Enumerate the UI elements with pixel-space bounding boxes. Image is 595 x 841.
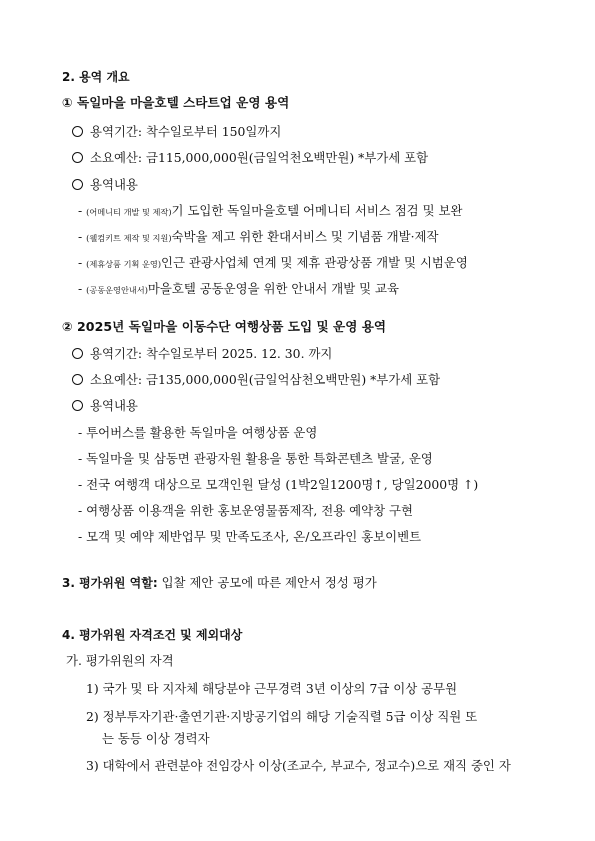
project-2-item: - 독일마을 및 삼동면 관광자원 활용을 통한 특화콘텐츠 발굴, 운영 — [78, 451, 433, 466]
section-4-heading: 4. 평가위원 자격조건 및 제외대상 — [62, 628, 243, 642]
project-1-period — [72, 124, 281, 140]
circle-bullet-icon — [72, 179, 83, 190]
section-2-heading: 2. 용역 개요 — [62, 70, 130, 84]
budget-text: 소요예산: 금135,000,000원(금일억삼천오백만원) *부가세 포함 — [90, 372, 441, 387]
period-text: 용역기간: 착수일로부터 150일까지 — [90, 124, 282, 139]
item-prefix: - — [78, 203, 87, 218]
circle-bullet-icon — [72, 374, 83, 385]
period-text: 용역기간: 착수일로부터 2025. 12. 30. 까지 — [90, 346, 333, 361]
project-2-budget — [72, 372, 440, 388]
qualification-item-continued: 는 동등 이상 경력자 — [102, 731, 210, 746]
item-prefix: - — [78, 281, 87, 296]
qualification-item: 2) 정부투자기관·출연기관·지방공기업의 해당 기술직렬 5급 이상 직원 또 — [86, 709, 478, 724]
project-1-budget — [72, 150, 428, 166]
item-text: 인근 관광사업체 연계 및 제휴 관광상품 개발 및 시범운영 — [161, 255, 468, 270]
qualification-item: 3) 대학에서 관련분야 전임강사 이상(조교수, 부교수, 정교수)으로 재직 중인 자 — [86, 758, 511, 773]
project-1-item — [78, 255, 468, 272]
item-text: 마을호텔 공동운영을 위한 안내서 개발 및 교육 — [147, 281, 399, 296]
project-2-content-label — [72, 398, 138, 414]
project-1-item — [78, 229, 439, 246]
project-2-item: - 여행상품 이용객을 위한 홍보운영물품제작, 전용 예약창 구현 — [78, 503, 413, 518]
project-1-title: ① 독일마을 마을호텔 스타트업 운영 용역 — [62, 95, 290, 110]
item-prefix: - — [78, 229, 87, 244]
circle-bullet-icon — [72, 400, 83, 411]
item-category: (어메니티 개발 및 제작) — [86, 207, 172, 217]
section-4-subheading: 가. 평가위원의 자격 — [66, 653, 174, 668]
content-label-text: 용역내용 — [90, 177, 138, 192]
item-category: (제휴상품 기획 운영) — [86, 259, 162, 269]
content-label-text: 용역내용 — [90, 398, 138, 413]
circle-bullet-icon — [72, 126, 83, 137]
project-2-item: - 투어버스를 활용한 독일마을 여행상품 운영 — [78, 425, 318, 440]
project-1-item — [78, 281, 399, 298]
project-1-item — [78, 203, 462, 220]
project-1-content-label — [72, 177, 138, 193]
item-text: 숙박율 제고 위한 환대서비스 및 기념품 개발·제작 — [171, 229, 439, 244]
item-category: (공동운영안내서) — [86, 285, 148, 295]
item-text: 기 도입한 독일마을호텔 어메니티 서비스 점검 및 보완 — [171, 203, 463, 218]
item-prefix: - — [78, 255, 87, 270]
circle-bullet-icon — [72, 152, 83, 163]
section-3 — [62, 575, 377, 591]
project-2-period — [72, 346, 332, 362]
section-3-heading: 3. 평가위원 역할: — [62, 576, 158, 590]
project-2-title: ② 2025년 독일마을 이동수단 여행상품 도입 및 운영 용역 — [62, 319, 387, 334]
project-2-item: - 전국 여행객 대상으로 모객인원 달성 (1박2일1200명↑, 당일2000명 ↑) — [78, 477, 479, 492]
circle-bullet-icon — [72, 348, 83, 359]
section-3-text: 입찰 제안 공모에 따른 제안서 정성 평가 — [157, 575, 377, 590]
qualification-item: 1) 국가 및 타 지자체 해당분야 근무경력 3년 이상의 7급 이상 공무원 — [86, 681, 458, 696]
budget-text: 소요예산: 금115,000,000원(금일억천오백만원) *부가세 포함 — [90, 150, 429, 165]
item-category: (웰컴키트 제작 및 지원) — [86, 233, 172, 243]
project-2-item: - 모객 및 예약 제반업무 및 만족도조사, 온/오프라인 홍보이벤트 — [78, 529, 422, 544]
